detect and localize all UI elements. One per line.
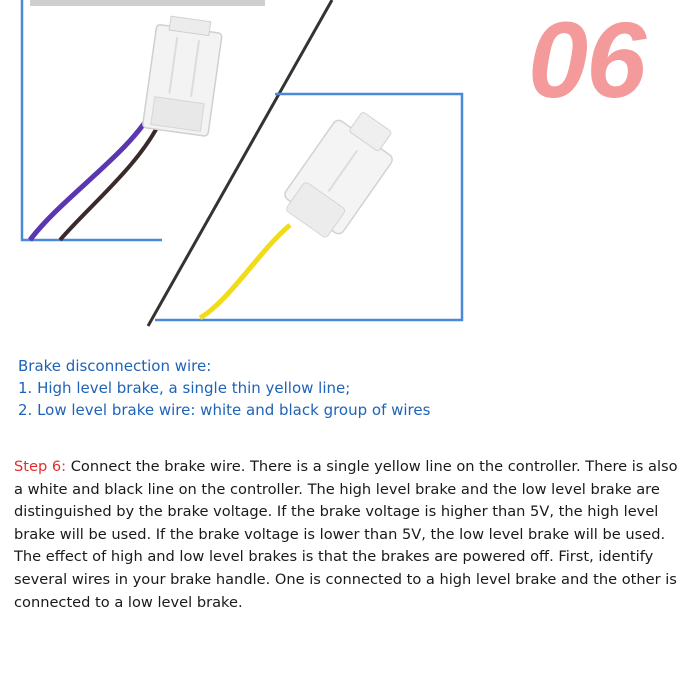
step-number-badge: 06 bbox=[528, 0, 645, 120]
caption-line: 2. Low level brake wire: white and black group of wires bbox=[18, 401, 431, 419]
step-instructions bbox=[14, 456, 688, 614]
step-label: Step 6: bbox=[14, 458, 67, 475]
two-pin-connector bbox=[142, 14, 223, 136]
wire-diagram bbox=[0, 0, 700, 330]
purple-wire bbox=[30, 118, 148, 240]
single-pin-connector bbox=[277, 102, 406, 245]
caption-line: Brake disconnection wire: bbox=[18, 357, 212, 375]
step-body: Connect the brake wire. There is a single yellow line on the controller. There is also a white and black line on the controller. The high level brake and the low level brake are distinguished by the brake voltage. If the brake voltage is higher than 5V, the high level brake will be used. If the brake voltage is lower than 5V, the low level brake will be used. The effect of high and low level brakes is that the brakes are powered off. First, identify several wires in your brake handle. One is connected to a high level brake and the other is connected to a low level brake. bbox=[14, 458, 678, 611]
black-wire bbox=[60, 118, 162, 240]
low-level-brake-photo bbox=[22, 0, 265, 240]
caption-block bbox=[18, 355, 430, 421]
cropped-label-fragment bbox=[30, 0, 265, 6]
yellow-wire bbox=[200, 225, 290, 318]
caption-line: 1. High level brake, a single thin yellow line; bbox=[18, 379, 351, 397]
